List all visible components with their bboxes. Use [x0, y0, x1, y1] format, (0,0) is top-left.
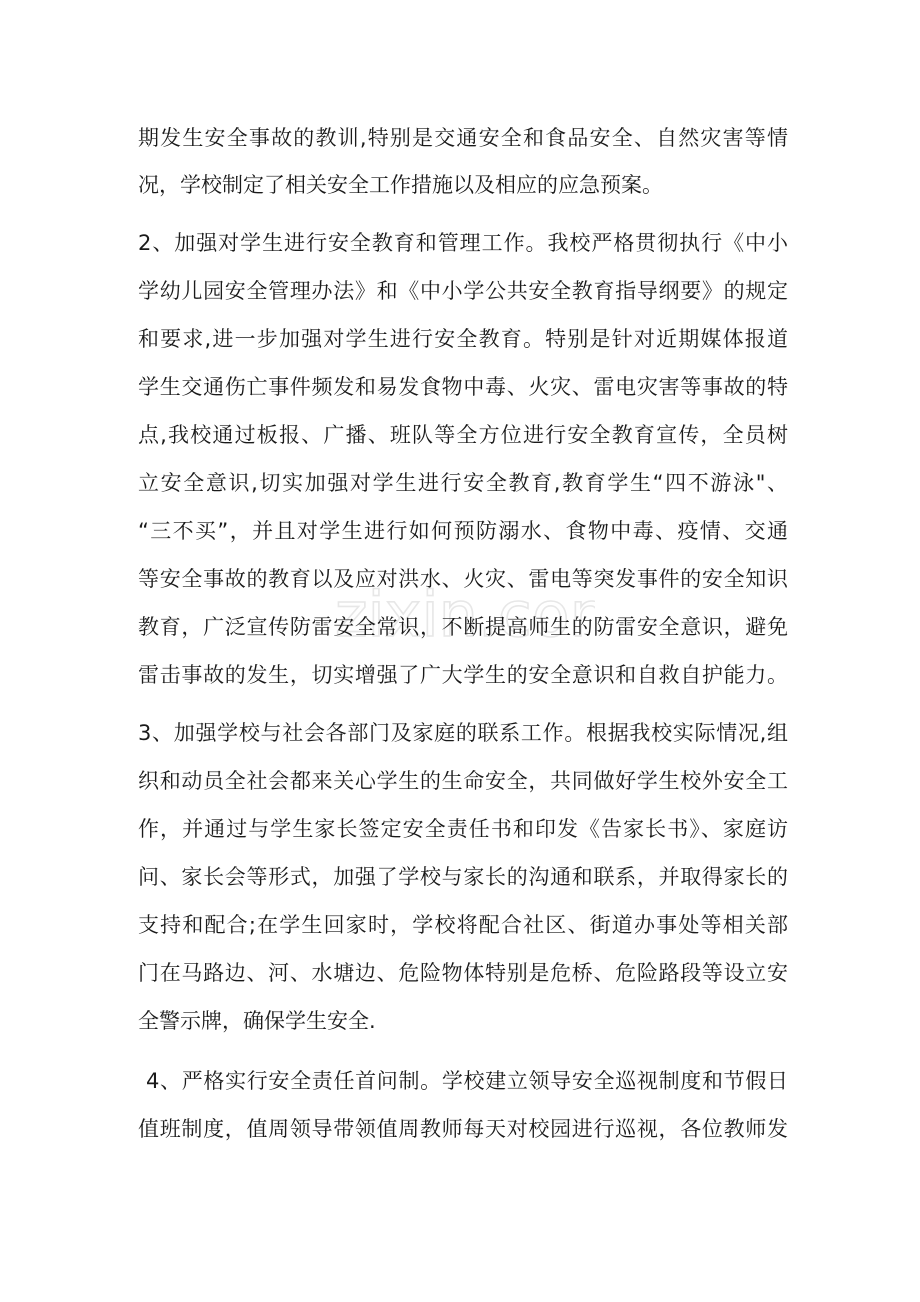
paragraph-line: 雷击事故的发生，切实增强了广大学生的安全意识和自救自护能力。 — [138, 663, 788, 687]
paragraph-line: 问、家长会等形式，加强了学校与家长的沟通和联系，并取得家长的 — [138, 865, 788, 889]
paragraph-line: 学幼儿园安全管理办法》和《中小学公共安全教育指导纲要》的规定 — [138, 279, 788, 303]
paragraph-line: “三不买”，并且对学生进行如何预防溺水、食物中毒、疫情、交通 — [138, 519, 788, 543]
paragraph-line: 织和动员全社会都来关心学生的生命安全，共同做好学生校外安全工 — [138, 769, 788, 793]
paragraph-line: 学生交通伤亡事件频发和易发食物中毒、火灾、雷电灾害等事故的特 — [138, 375, 788, 399]
paragraph-line: 3、加强学校与社会各部门及家庭的联系工作。根据我校实际情况,组 — [138, 721, 788, 745]
paragraph-line: 等安全事故的教育以及应对洪水、火灾、雷电等突发事件的安全知识 — [138, 567, 788, 591]
paragraph-line: 点,我校通过板报、广播、班队等全方位进行安全教育宣传，全员树 — [138, 423, 788, 447]
watermark-text: zixin.co — [335, 578, 570, 651]
paragraph-line: 立安全意识,切实加强对学生进行安全教育,教育学生“四不游泳"、 — [138, 471, 788, 495]
paragraph-line: 值班制度，值周领导带领值周教师每天对校园进行巡视，各位教师发 — [138, 1117, 788, 1141]
paragraph-line: 作，并通过与学生家长签定安全责任书和印发《告家长书》、家庭访 — [138, 817, 788, 841]
paragraph-line: 全警示牌，确保学生安全. — [138, 1009, 376, 1033]
paragraph-line: 4、严格实行安全责任首问制。学校建立领导安全巡视制度和节假日 — [146, 1069, 788, 1093]
paragraph-line: 门在马路边、河、水塘边、危险物体特别是危桥、危险路段等设立安 — [138, 961, 788, 985]
paragraph-line: 2、加强对学生进行安全教育和管理工作。我校严格贯彻执行《中小 — [138, 231, 788, 255]
paragraph-line: 教育，广泛宣传防雷安全常识，不断提高师生的防雷安全意识，避免 — [138, 615, 788, 639]
paragraph-line: 和要求,进一步加强对学生进行安全教育。特别是针对近期媒体报道 — [138, 327, 788, 351]
paragraph-line: 期发生安全事故的教训,特别是交通安全和食品安全、自然灾害等情 — [138, 126, 788, 150]
paragraph-line: 支持和配合;在学生回家时，学校将配合社区、街道办事处等相关部 — [138, 913, 788, 937]
paragraph-line: 况，学校制定了相关安全工作措施以及相应的应急预案。 — [138, 173, 663, 197]
